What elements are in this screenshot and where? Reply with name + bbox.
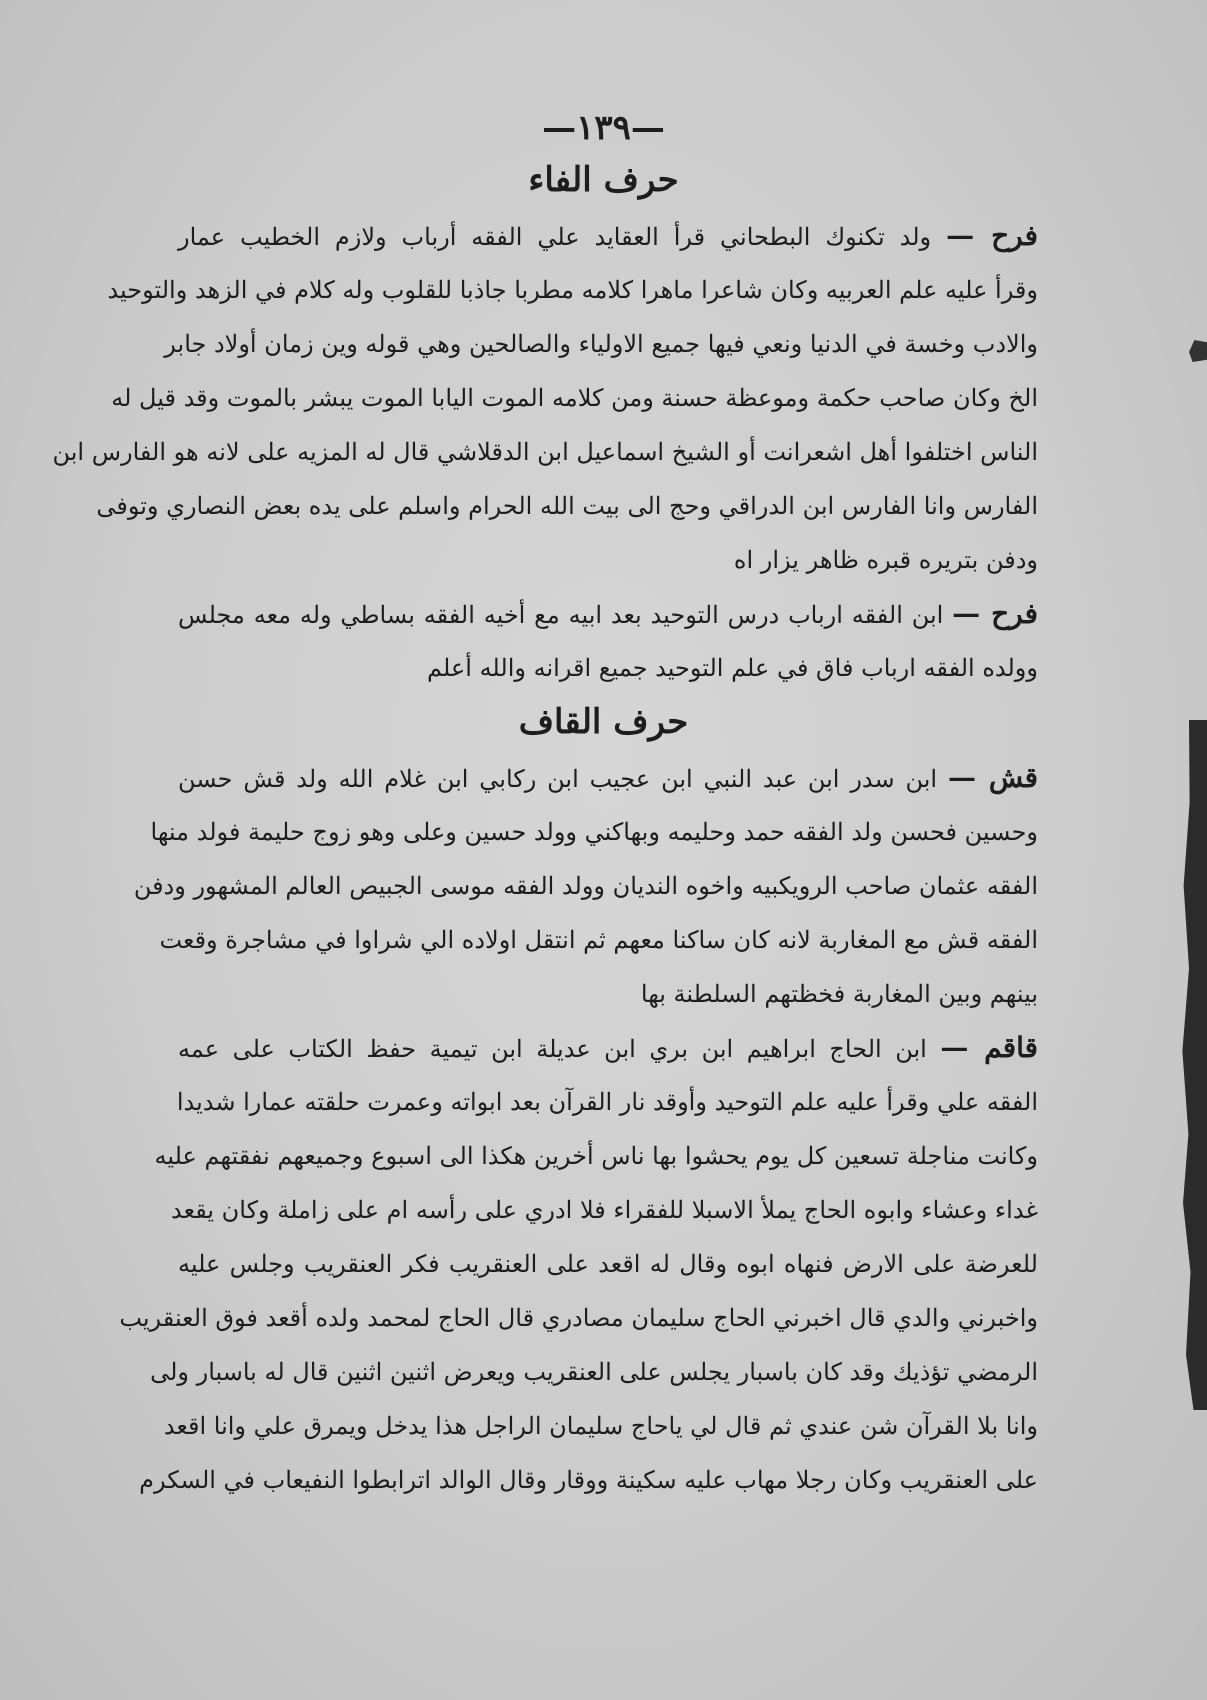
section-heading-qaf: حرف القاف xyxy=(518,702,689,742)
text-line: الخ وكان صاحب حكمة وموعظة حسنة ومن كلامه الموت اليابا الموت يبشر بالموت وقد قيل له xyxy=(111,384,1038,412)
text-line: قاقم — ابن الحاج ابراهيم ابن بري ابن عديلة ابن تيمية حفظ الكتاب على عمه xyxy=(178,1031,1039,1064)
text-line: الرمضي تؤذيك وقد كان باسبار يجلس على العنقريب ويعرض اثنين اثنين قال له باسبار ولى xyxy=(150,1358,1038,1386)
entry-head: فرح — xyxy=(946,219,1039,252)
text-line: واخبرني والدي قال اخبرني الحاج سليمان مصادري قال الحاج لمحمد ولده أقعد فوق العنقريب xyxy=(119,1304,1038,1332)
text-line: وانا بلا القرآن شن عندي ثم قال لي ياحاج سليمان الراجل هذا يدخل ويمرق علي وانا اقعد xyxy=(163,1412,1038,1440)
entry-head: قاقم — xyxy=(940,1031,1039,1064)
text-line: الناس اختلفوا أهل اشعرانت أو الشيخ اسماعيل ابن الدقلاشي قال له المزيه على لانه هو الفارس ابن xyxy=(52,438,1038,466)
text-line: على العنقريب وكان رجلا مهاب عليه سكينة ووقار وقال الوالد اترابطوا النفيعاب في السكرم xyxy=(139,1466,1038,1494)
text-line: الفارس وانا الفارس ابن الدراقي وحج الى بيت الله الحرام واسلم على يده بعض النصاري وتوفى xyxy=(96,492,1038,520)
entry-head: فرح — xyxy=(952,597,1038,630)
text-line: وكانت مناجلة تسعين كل يوم يحشوا بها ناس أخرين هكذا الى اسبوع وجميعهم نفقتهم عليه xyxy=(154,1142,1038,1170)
text-line: للعرضة على الارض فنهاه ابوه وقال له اقعد على العنقريب فكر العنقريب وجلس عليه xyxy=(178,1250,1038,1278)
text-line: بينهم وبين المغاربة فخظتهم السلطنة بها xyxy=(640,980,1038,1008)
page-edge-stain xyxy=(1189,340,1207,362)
text-line: الفقه عثمان صاحب الرويكبيه واخوه النديان وولد الفقه موسى الجبيص العالم المشهور ودفن xyxy=(133,872,1038,900)
torn-page-edge xyxy=(1177,720,1207,1410)
text-line: الفقه قش مع المغاربة لانه كان ساكنا معهم ثم انتقل اولاده الي شراوا في مشاجرة وقعت xyxy=(159,926,1038,954)
text-line: وولده الفقه ارباب فاق في علم التوحيد جميع اقرانه والله أعلم xyxy=(427,654,1038,682)
text-line: قش — ابن سدر ابن عبد النبي ابن عجيب ابن ركابي ابن غلام الله ولد قش حسن xyxy=(178,761,1038,794)
text-line: فرح — ولد تكنوك البطحاني قرأ العقايد علي الفقه أرباب ولازم الخطيب عمار xyxy=(178,219,1039,252)
text-line: وحسين فحسن ولد الفقه حمد وحليمه وبهاكني وولد حسين وعلى وهو زوج حليمة فولد منها xyxy=(150,818,1038,846)
text-line: وقرأ عليه علم العربيه وكان شاعرا ماهرا كلامه مطربا جاذبا للقلوب وله كلام في الزهد والتوحيد xyxy=(107,276,1038,304)
text-line: فرح — ابن الفقه ارباب درس التوحيد بعد ابيه مع أخيه الفقه بساطي وله معه مجلس xyxy=(178,597,1038,630)
text-line: الفقه علي وقرأ عليه علم التوحيد وأوقد نار القرآن بعد ابواته وعمرت حلقته عمارا شديدا xyxy=(176,1088,1038,1116)
section-heading-fa: حرف الفاء xyxy=(528,160,679,200)
entry-head: قش — xyxy=(947,761,1038,794)
page-number: —١٣٩— xyxy=(542,108,665,148)
text-line: والادب وخسة في الدنيا ونعي فيها جميع الاولياء والصالحين وهي قوله وين زمان أولاد جابر xyxy=(164,330,1038,358)
text-line: ودفن بتريره قبره ظاهر يزار اه xyxy=(733,546,1038,574)
text-line: غداء وعشاء وابوه الحاج يملأ الاسبلا للفقراء فلا ادري على رأسه ام على زاملة وكان يقعد xyxy=(171,1196,1038,1224)
